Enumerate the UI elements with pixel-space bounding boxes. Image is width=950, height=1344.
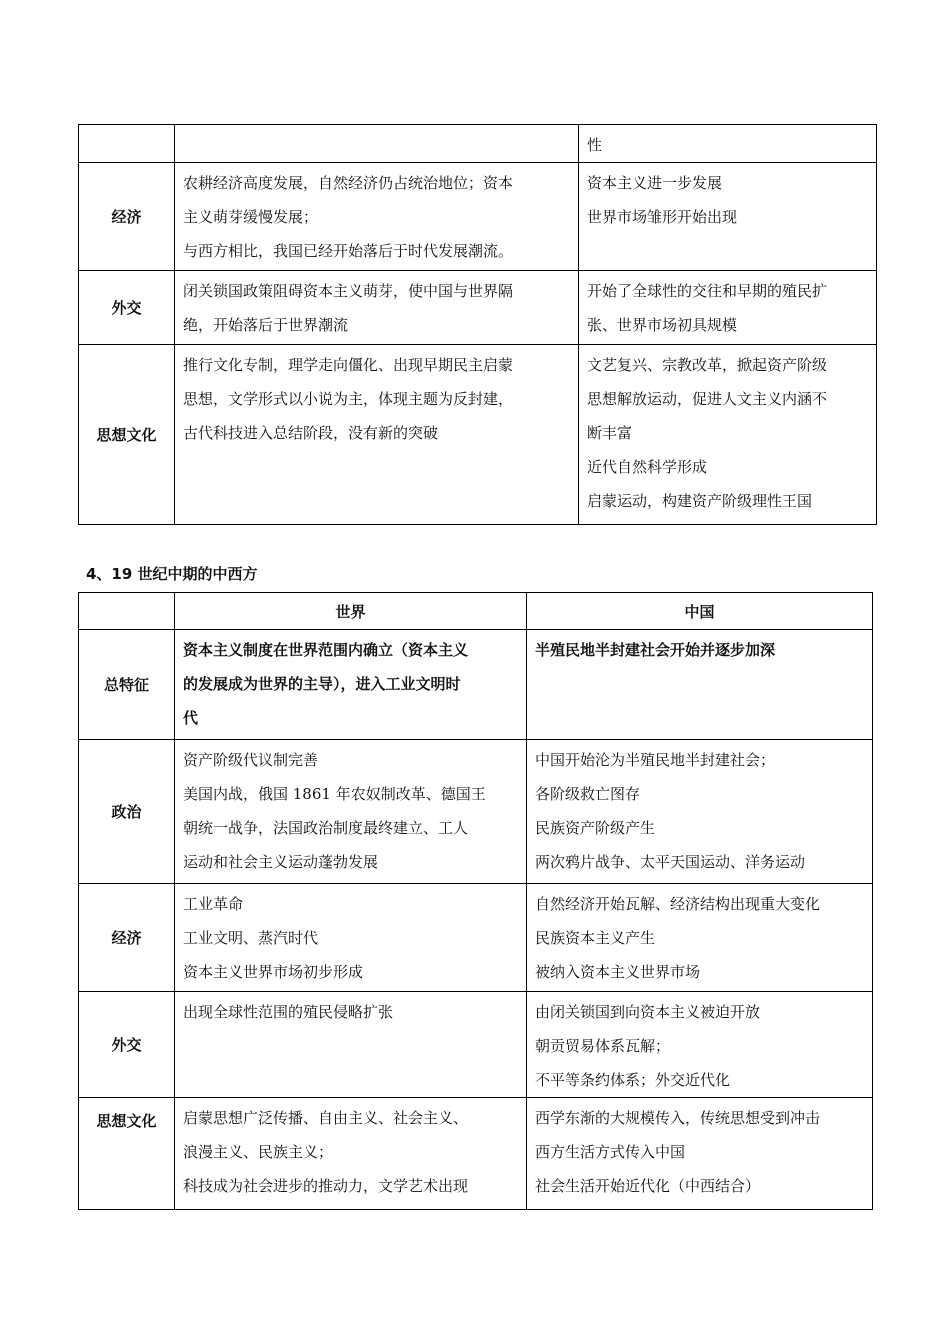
cell-right xyxy=(527,740,873,884)
table-header-row xyxy=(79,593,873,630)
cell-right xyxy=(527,630,873,740)
row-label: 思想文化 xyxy=(79,1098,175,1210)
text-line: 与西方相比，我国已经开始落后于时代发展潮流。 xyxy=(183,242,514,260)
text-line: 资本主义世界市场初步形成 xyxy=(183,963,364,981)
cell-left xyxy=(175,125,579,163)
text-line: 出现全球性范围的殖民侵略扩张 xyxy=(183,1003,394,1021)
cell-left xyxy=(175,884,527,992)
cell-left xyxy=(175,345,579,525)
comparison-table-1 xyxy=(78,124,877,525)
cell-left xyxy=(175,740,527,884)
text-line: 推行文化专制，理学走向僵化、出现早期民主启蒙 xyxy=(183,356,514,374)
text-line: 民族资产阶级产生 xyxy=(535,819,656,837)
text-line: 工业革命 xyxy=(183,895,244,913)
text-line: 主义萌芽缓慢发展； xyxy=(183,208,319,226)
text-line: 古代科技进入总结阶段，没有新的突破 xyxy=(183,424,439,442)
table-row xyxy=(79,271,877,345)
text-line: 中国开始沦为半殖民地半封建社会； xyxy=(535,751,776,769)
text-line: 资本主义制度在世界范围内确立（资本主义 xyxy=(183,641,469,659)
text-line: 闭关锁国政策阻碍资本主义萌芽，使中国与世界隔 xyxy=(183,282,514,300)
cell-left xyxy=(175,630,527,740)
text-line: 资产阶级代议制完善 xyxy=(183,751,319,769)
cell-left xyxy=(175,271,579,345)
text-line: 半殖民地半封建社会开始并逐步加深 xyxy=(535,641,776,659)
text-line: 文艺复兴、宗教改革，掀起资产阶级 xyxy=(587,356,828,374)
text-line: 思想，文学形式以小说为主，体现主题为反封建， xyxy=(183,390,514,408)
cell-left xyxy=(175,1098,527,1210)
row-label: 外交 xyxy=(79,992,175,1098)
text-line: 科技成为社会进步的推动力，文学艺术出现 xyxy=(183,1177,469,1195)
text-line: 两次鸦片战争、太平天国运动、洋务运动 xyxy=(535,853,806,871)
column-header-world: 世界 xyxy=(175,593,527,630)
cell-left xyxy=(175,163,579,271)
text-line: 绝，开始落后于世界潮流 xyxy=(183,316,349,334)
text-line: 世界市场雏形开始出现 xyxy=(587,208,738,226)
text-line: 运动和社会主义运动蓬勃发展 xyxy=(183,853,379,871)
text-line: 被纳入资本主义世界市场 xyxy=(535,963,701,981)
cell-left xyxy=(175,992,527,1098)
cell-right xyxy=(579,125,877,163)
table-row xyxy=(79,345,877,525)
text-line: 思想解放运动，促进人文主义内涵不 xyxy=(587,390,828,408)
text-line: 朝贡贸易体系瓦解； xyxy=(535,1037,671,1055)
column-header-china: 中国 xyxy=(527,593,873,630)
column-header xyxy=(79,593,175,630)
text-line: 代 xyxy=(183,709,199,727)
text-line: 农耕经济高度发展，自然经济仍占统治地位；资本 xyxy=(183,174,514,192)
table-row xyxy=(79,1098,873,1210)
text-line: 社会生活开始近代化（中西结合） xyxy=(535,1177,761,1195)
row-label: 经济 xyxy=(79,884,175,992)
cell-right xyxy=(579,163,877,271)
text-line: 张、世界市场初具规模 xyxy=(587,316,738,334)
text-line: 浪漫主义、民族主义； xyxy=(183,1143,334,1161)
text-line: 开始了全球性的交往和早期的殖民扩 xyxy=(587,282,828,300)
text-line: 各阶级救亡图存 xyxy=(535,785,641,803)
text-line: 由闭关锁国到向资本主义被迫开放 xyxy=(535,1003,761,1021)
text-line: 断丰富 xyxy=(587,424,633,442)
cell-right xyxy=(579,345,877,525)
section-title: 4、19 世纪中期的中西方 xyxy=(86,565,258,583)
text-line: 美国内战，俄国 1861 年农奴制改革、德国王 xyxy=(183,785,486,803)
text-line: 启蒙运动，构建资产阶级理性王国 xyxy=(587,492,813,510)
text-line: 自然经济开始瓦解、经济结构出现重大变化 xyxy=(535,895,821,913)
comparison-table-2 xyxy=(78,592,873,1210)
text-line: 民族资本主义产生 xyxy=(535,929,656,947)
row-label: 总特征 xyxy=(79,630,175,740)
text-line: 近代自然科学形成 xyxy=(587,458,708,476)
text-line: 启蒙思想广泛传播、自由主义、社会主义、 xyxy=(183,1109,469,1127)
text-line: 工业文明、蒸汽时代 xyxy=(183,929,319,947)
row-label: 经济 xyxy=(79,163,175,271)
table-row xyxy=(79,884,873,992)
table-row xyxy=(79,992,873,1098)
text-line: 西方生活方式传入中国 xyxy=(535,1143,686,1161)
table-row xyxy=(79,163,877,271)
table-row xyxy=(79,630,873,740)
cell-right xyxy=(527,884,873,992)
row-label: 政治 xyxy=(79,740,175,884)
row-label xyxy=(79,125,175,163)
cell-right xyxy=(579,271,877,345)
row-label: 外交 xyxy=(79,271,175,345)
cell-right xyxy=(527,992,873,1098)
row-label: 思想文化 xyxy=(79,345,175,525)
text-line: 性 xyxy=(587,136,603,154)
text-line: 不平等条约体系；外交近代化 xyxy=(535,1071,731,1089)
text-line: 的发展成为世界的主导），进入工业文明时 xyxy=(183,675,461,693)
cell-right xyxy=(527,1098,873,1210)
text-line: 资本主义进一步发展 xyxy=(587,174,723,192)
table-row xyxy=(79,740,873,884)
table-row xyxy=(79,125,877,163)
text-line: 朝统一战争，法国政治制度最终建立、工人 xyxy=(183,819,469,837)
text-line: 西学东渐的大规模传入，传统思想受到冲击 xyxy=(535,1109,821,1127)
